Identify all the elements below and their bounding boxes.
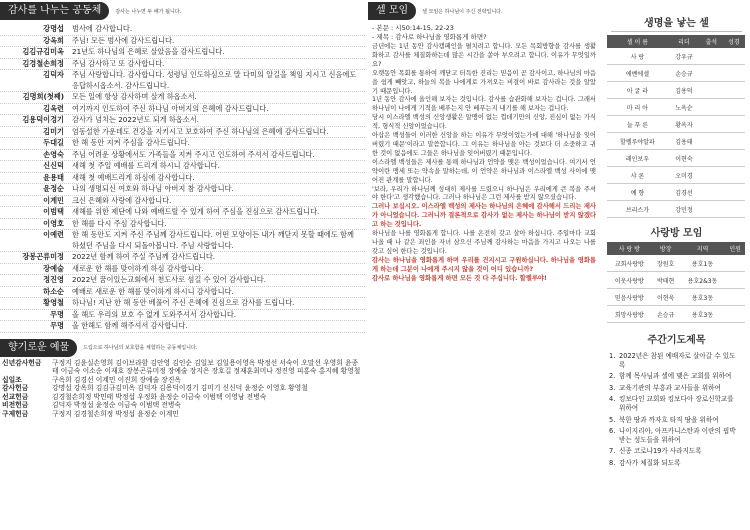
cell-table-cell: [700, 167, 723, 184]
offering-list: [0, 359, 365, 419]
cell-table-cell: 마 리 아: [607, 99, 668, 116]
cell-table-row: [607, 133, 745, 150]
sermon-paragraph: 감사로 하나님을 영화롭게 하면 모든 것 다 주십니다. 할렐루야!: [372, 274, 547, 282]
thanks-text: 여기까지 인도하여 주신 하나님 아버지의 은혜에 감사드립니다.: [72, 103, 269, 113]
prayer-number: 6.: [609, 427, 616, 436]
cell-table-cell: [700, 201, 723, 218]
thanks-row: [0, 161, 365, 173]
cell-table-cell: [700, 99, 723, 116]
cell-table-row: [607, 65, 745, 82]
thanks-text: 한 해 동안도 지켜 주신 주님께 감사드립니다. 어떤 모양이든 내가 깨닫지 못할 때에도 함께 하셨던 주님을 다시 되돌아봅니다. 주님 사랑합니다.: [72, 230, 354, 250]
group-table-title: 사랑방 모임: [650, 228, 703, 239]
thanks-row: [0, 115, 365, 127]
group-table-header-cell: 방장: [652, 242, 680, 255]
group-table-cell: 용호3동: [680, 306, 726, 323]
prayer-number: 8.: [609, 458, 616, 467]
thanks-text: 크신 은혜와 사랑에 감사합니다.: [72, 195, 172, 205]
cell-table-cell: [722, 201, 745, 218]
thanks-header: [0, 0, 365, 22]
thanks-name: 김덕자: [43, 70, 64, 79]
prayer-number: 2.: [609, 372, 616, 381]
cell-table-cell: 황옥자: [668, 116, 700, 133]
cell-table-row: [607, 201, 745, 218]
left-column: [0, 0, 365, 419]
group-table-header-cell: 사 랑 방: [607, 242, 652, 255]
cell-table-header-cell: 성경: [722, 35, 745, 48]
thanks-text: 주님! 모든 범사에 감사드립니다.: [72, 35, 175, 45]
cell-table-row: [607, 99, 745, 116]
sermon-paragraph: 1년 동안 감사에 올인해 보자는 것입니다. 감사를 습관화해 보자는 겁니다. 그래서 하나님이 나에게 기적을 베푸는지 안 베푸는지 내기를 해 보자는 겁니다.: [372, 96, 596, 113]
thanks-text: 올 해도 우리의 보호 수 없게 도와주셔서 감사합니다.: [72, 309, 237, 319]
sermon-paragraph: '보라, 우리가 하나님께 성대히 제사를 드렸으니 하나님은 우리에게 큰 복을 주셔야 한다'고 생각했습니다. 그러나 하나님은 그런 제사를 받지 않으셨습니다.: [372, 185, 596, 202]
group-table-cell: [725, 255, 745, 272]
thanks-name: 윤용태: [43, 172, 64, 182]
cell-table-cell: [700, 82, 723, 99]
prayer-item: [609, 416, 741, 425]
group-table-row: [607, 255, 745, 272]
group-table-cell: 장원호: [652, 255, 680, 272]
thanks-text: 주님 사랑합니다. 감사합니다. 성령님 인도하심으로 말 다미의 알길을 책임 지시고 신음에도 응답하시옵소서. 감사드립니다.: [72, 70, 357, 90]
thanks-name: 이범택: [43, 207, 64, 216]
cell-meeting-header: [368, 0, 600, 22]
prayer-number: 7.: [609, 447, 616, 456]
cell-table-cell: 아 굴 라: [607, 82, 668, 99]
thanks-name: 이계민: [43, 195, 64, 205]
group-table-cell: [725, 306, 745, 323]
thanks-row: [0, 321, 365, 333]
thanks-name: 신신덕: [43, 161, 64, 170]
thanks-text: 새해를 위한 제단에 나와 예배드릴 수 있게 하여 주심을 진심으로 감사드립니다.: [72, 207, 320, 216]
thanks-row: [0, 92, 365, 104]
thanks-title: 감사를 나누는 공동체: [0, 2, 109, 20]
sermon-paragraph: 그러나 보십시오. 이스라엘 백성의 제사는 하나님의 은혜에 감사해서 드리는 제사가 아니었습니다. 그러니까 결론적으로 감사가 없는 제사는 하나님이 받지 않겠다고 하는 것입니다.: [372, 203, 596, 229]
cell-table-cell: [700, 116, 723, 133]
right-column: [603, 0, 750, 471]
cell-table-row: [607, 48, 745, 65]
group-table-cell: 교회사랑방: [607, 255, 652, 272]
thanks-name: 김김규김미옥: [22, 47, 64, 56]
prayer-item: [609, 427, 741, 444]
offering-names: 김덕자 박정섭 윤정순 이금숙 이범택 전병숙: [52, 401, 181, 410]
group-table-cell: [725, 289, 745, 306]
offering-row: [0, 401, 365, 410]
thanks-text: 한 해 동안 지켜 주심을 감사드립니다.: [72, 138, 190, 147]
prayer-item: [609, 372, 741, 381]
offering-names: 구정지 김윤실손영희 김이브라함 김안영 김인순 김일보 김일용이영옥 박정선 서숙이 오말선 우영희 윤종태 이금숙 이소순 이재호 장봉곤류미정 장예술 장지은 장호길 정재훈최미나 정진영 피홍숙 홍지혜 황영철: [52, 358, 361, 376]
middle-column: [368, 0, 600, 283]
offering-names: 김경철손희정 박민태 박정섭 우정화 윤정순 이금숙 이범택 이영남 전병숙: [52, 392, 267, 401]
thanks-name: 장봉곤류미정: [22, 252, 64, 261]
thanks-name: 김미기: [43, 126, 64, 136]
thanks-row: [0, 207, 365, 219]
offering-label: 선교헌금: [2, 392, 29, 401]
prayer-item: [609, 447, 741, 456]
thanks-row: [0, 275, 365, 287]
prayer-item: [609, 395, 741, 412]
sermon-info: [368, 22, 600, 43]
thanks-name: 손영숙: [43, 149, 64, 159]
group-table-header: [607, 242, 745, 255]
thanks-name: 무명: [50, 309, 64, 319]
cell-table-cell: [722, 150, 745, 167]
sermon-paragraph: 감사는 하나님을 영화롭게 하며 우리를 건지시고 구원하십니다. 하나님을 영화롭게 하는데 그분이 나에게 주시지 않을 것이 어디 있습니까?: [372, 256, 596, 273]
cell-table-cell: 사 랑: [607, 48, 668, 65]
prayer-text: 함께 목사님과 셀에 맺은 교회를 위하여: [619, 372, 732, 381]
prayer-item: [609, 352, 741, 369]
cell-table-cell: 레인보우: [607, 150, 668, 167]
divider: [611, 31, 742, 32]
thanks-name: 강옥희: [43, 35, 64, 45]
sermon-paragraph: 당시 이스라엘 백성의 신앙생활은 알맹이 없는 껍데기만의 신앙, 진심이 없는 가식적, 형식적 신앙이었습니다.: [372, 114, 596, 131]
offering-label: 비전헌금: [2, 401, 29, 410]
thanks-text: 범사에 감사합니다.: [72, 24, 133, 33]
offering-label: 감사헌금: [2, 384, 29, 393]
prayer-text: 킹보다인 교회와 킹보다아 장로신학교를 위하여: [619, 395, 734, 412]
prayer-text: 나이지리아, 아프카니스탄과 이란의 핍박받는 성도들을 위하여: [619, 427, 736, 444]
cell-table-cell: 늘 푸 른: [607, 116, 668, 133]
cell-table-cell: 할렐루야알파: [607, 133, 668, 150]
thanks-text: 엄동설한 가운데도 건강을 지키시고 보호하여 주신 하나님의 은혜에 감사드립니다.: [72, 126, 329, 136]
cell-table-row: [607, 116, 745, 133]
thanks-text: 새해 첫 예배드리게 하심에 감사합니다.: [72, 172, 195, 182]
cell-meeting-subtitle: 셀 모임은 하나님이 주신 전략입니다.: [422, 8, 503, 15]
prayer-text: 교육기관의 부흥과 교사들을 위하여: [619, 383, 721, 392]
cell-meeting-title: 셀 모임: [368, 2, 416, 20]
group-table-cell: 용호3동: [680, 289, 726, 306]
thanks-name: 이영호: [43, 218, 64, 228]
thanks-name: 김옥련: [43, 103, 64, 113]
offering-label: 십일조: [2, 375, 22, 384]
flowers-header: [0, 337, 365, 359]
thanks-row: [0, 36, 365, 48]
cell-table-title: 생명을 낳는 셀: [644, 18, 709, 29]
cell-table-cell: 노옥순: [668, 99, 700, 116]
group-table-body: [607, 255, 745, 323]
cell-table-body: [607, 48, 745, 218]
offering-names: 강명섭 강옥희 김김규김미옥 김덕자 김용덕이경기 김미기 신신덕 윤정순 이영호 황영철: [52, 384, 308, 393]
cell-table-cell: 브리스가: [607, 201, 668, 218]
thanks-subtitle: 감사는 나누면 두 배가 됩니다.: [115, 8, 182, 15]
cell-table-cell: 강민정: [668, 201, 700, 218]
offering-label: 신년감사헌금: [2, 358, 42, 367]
group-table-cell: [725, 272, 745, 289]
cell-table-cell: [722, 184, 745, 201]
thanks-row: [0, 298, 365, 310]
group-table-header-cell: 지역: [680, 242, 726, 255]
cell-table-row: [607, 82, 745, 99]
thanks-text: 올 한해도 함께 해주셔서 감사합니다.: [72, 321, 188, 330]
prayer-item: [609, 459, 741, 468]
prayer-number: 4.: [609, 395, 616, 404]
flowers-subtitle: 드림으로 하나님의 보호함을 체험하는 공동체입니다.: [83, 345, 198, 351]
prayer-text: 2022년은 참된 예배자로 살아갈 수 있도록: [619, 352, 736, 369]
prayer-text: 북한 땅과 까자흐 타직 땅을 위하여: [619, 415, 719, 424]
cell-table-cell: [700, 65, 723, 82]
thanks-row: [0, 47, 365, 59]
offering-names: 구정지 김경철손희정 박정섭 윤정순 이계민: [52, 410, 179, 419]
cell-table-cell: 김경선: [668, 184, 700, 201]
sermon-paragraph: 금년에는 1년 동안 감사캠페인을 펼치려고 합니다. 모든 목회방향을 감사를 생활화하고 감사를 체질화하는데 많은 시간을 쏟아 부으려고 합니다. 이유가 무엇일까요?: [372, 43, 596, 68]
group-table-cell: 믿음사랑방: [607, 289, 652, 306]
prayer-number: 5.: [609, 415, 616, 424]
cell-table-cell: 에벤에셀: [607, 65, 668, 82]
cell-table-cell: [722, 65, 745, 82]
thanks-name: 두대길: [43, 138, 64, 147]
cell-table-cell: 샤 론: [607, 167, 668, 184]
thanks-name: 강명섭: [43, 24, 64, 33]
thanks-text: 나의 생명되신 여호와 하나님 아버지 참 감사합니다.: [72, 184, 234, 193]
thanks-text: 새해 첫 주일 예배를 드리게 하시니 감사합니다.: [72, 161, 220, 170]
cell-table-cell: [722, 82, 745, 99]
prayer-number: 1.: [609, 352, 616, 360]
thanks-name: 김용덕이경기: [22, 115, 64, 124]
thanks-name: 이예련: [43, 230, 64, 239]
thanks-name: 김경철손희정: [22, 58, 64, 68]
cell-table-cell: [722, 116, 745, 133]
offering-row: [0, 376, 365, 385]
group-table: [607, 242, 745, 323]
cell-table-cell: 강우규: [668, 48, 700, 65]
sermon-bullet: - 본문 : 시50:14-15, 22-23: [372, 24, 454, 32]
sermon-body: [368, 43, 600, 283]
group-table-row: [607, 272, 745, 289]
sermon-paragraph: 이스라엘 백성들은 제사를 통해 하나님과 언약을 맺은 백성이었습니다. 여기서 언약이란 맹세 또는 약속을 말하는데, 이 언약은 하나님과 이스라엘 백성 사이에 맺어진 관계를 말합니다.: [372, 158, 596, 184]
thanks-row: [0, 59, 365, 71]
thanks-row: [0, 184, 365, 196]
group-table-header-cell: 인원: [725, 242, 745, 255]
group-table-cell: 박태현: [652, 272, 680, 289]
sermon-paragraph: 아삽은 백성들이 이러한 신앙을 하는 이유가 무엇이었는가에 대해 '하나님을 잊어버렸기 때문'이라고 말씀합니다. 그 이유는 하나님을 아는 것보다 더 소중하고 귀한 것이 없음에도 그들은 하나님을 잊어버렸기 때문입니다.: [372, 132, 596, 157]
group-table-cell: 용호2&3동: [680, 272, 726, 289]
group-table-row: [607, 306, 745, 323]
offering-label: 구제헌금: [2, 410, 29, 419]
cell-table-row: [607, 150, 745, 167]
prayer-title: 주간기도제목: [647, 335, 706, 346]
thanks-row: [0, 70, 365, 92]
offering-row: [0, 359, 365, 376]
cell-table-cell: [700, 184, 723, 201]
cell-table-row: [607, 167, 745, 184]
thanks-name: 장예술: [43, 263, 64, 273]
prayer-list: [609, 352, 741, 468]
cell-table-cell: [722, 133, 745, 150]
thanks-row: [0, 196, 365, 208]
thanks-row: [0, 219, 365, 231]
thanks-text: 감사가 넘치는 2022년도 되게 하옵소서.: [72, 115, 199, 124]
cell-table-cell: 손승규: [668, 65, 700, 82]
thanks-row: [0, 310, 365, 322]
thanks-row: [0, 287, 365, 299]
sermon-paragraph: 하나님을 나를 영화롭게 합니다. 나를 온전히 갖고 살아 하십니다. 주일마다 교회 나올 때 나 같은 죄인을 자녀 삼으신 주님께 감사하는 마음을 가지고 나오는 나를 갖고 싶어 한다는 것입니다.: [372, 230, 596, 255]
prayer-text: 신종 코로나19가 사라지도록: [619, 447, 702, 456]
cell-table-header: [607, 35, 745, 48]
cell-table-cell: 김용태: [668, 133, 700, 150]
cell-table-row: [607, 184, 745, 201]
offering-names: 구옥희 김경선 이계민 이진희 장예술 장진옥: [52, 375, 181, 384]
cell-table-header-cell: 출석: [700, 35, 723, 48]
group-table-cell: 이현욱: [652, 289, 680, 306]
offering-row: [0, 384, 365, 393]
cell-table-cell: [722, 167, 745, 184]
cell-table-cell: [722, 48, 745, 65]
thanks-row: [0, 127, 365, 139]
group-table-cell: 이웃사랑방: [607, 272, 652, 289]
thanks-name: 황영철: [43, 298, 64, 307]
cell-table-cell: 예 향: [607, 184, 668, 201]
sermon-bullet: - 제목 : 감사로 하나님을 영화롭게 하면?: [372, 32, 487, 41]
thanks-text: 한 해를 다시 주심 감사합니다.: [72, 218, 167, 228]
thanks-row: [0, 24, 365, 36]
thanks-row: [0, 264, 365, 276]
cell-table-cell: 이현숙: [668, 150, 700, 167]
thanks-text: 예배로 새로운 한 해를 맞이하게 하시니 감사합니다.: [72, 286, 234, 296]
thanks-row: [0, 150, 365, 162]
cell-table-cell: [722, 99, 745, 116]
flowers-title: 향기로운 예물: [0, 339, 77, 357]
thanks-text: 21년도 하나님의 은혜로 살았음을 감사드립니다.: [72, 47, 225, 56]
cell-table-header-cell: 셀 이 름: [607, 35, 668, 48]
cell-table: [607, 35, 745, 218]
thanks-text: 새로운 한 해를 맞이하게 하심 감사합니다.: [72, 263, 204, 273]
cell-table-cell: 김용덕: [668, 82, 700, 99]
thanks-row: [0, 252, 365, 264]
cell-table-header-cell: 리더: [668, 35, 700, 48]
prayer-number: 3.: [609, 383, 616, 392]
thanks-text: 2022년 꿈이있는교회에서 천도사로 섬길 수 있어 감사합니다.: [72, 275, 266, 284]
thanks-text: 2022년 함께 하여 주실 주님께 감사드립니다.: [72, 252, 216, 261]
thanks-row: [0, 173, 365, 185]
thanks-name: 윤정순: [43, 184, 64, 193]
thanks-text: 하나님! 지난 한 해 동안 베풀어 주신 은혜에 진심으로 감사를 드립니다.: [72, 298, 295, 307]
thanks-name: 김명희(첫째): [22, 92, 64, 101]
thanks-name: 무명: [50, 321, 64, 330]
cell-table-cell: [700, 48, 723, 65]
cell-table-cell: [700, 133, 723, 150]
thanks-text: 모든 일에 항상 감사하며 살게 하옵소서.: [72, 92, 197, 101]
thanks-row: [0, 104, 365, 116]
thanks-name: 하소순: [43, 286, 64, 296]
prayer-text: 감사가 체질화 되도록: [619, 458, 681, 467]
thanks-text: 주님 감사하고 또 감사합니다.: [72, 58, 165, 68]
group-table-cell: 손승규: [652, 306, 680, 323]
group-table-cell: 희망사랑방: [607, 306, 652, 323]
thanks-row: [0, 138, 365, 150]
group-table-cell: 용호1동: [680, 255, 726, 272]
thanks-list: [0, 24, 365, 333]
thanks-name: 정진영: [43, 275, 64, 284]
offering-row: [0, 410, 365, 419]
cell-table-cell: [700, 150, 723, 167]
cell-table-cell: 오미경: [668, 167, 700, 184]
thanks-row: [0, 230, 365, 252]
sermon-paragraph: 오랫동안 목회를 통하여 깨닫고 터득한 진리는 믿음이 곧 감사이고, 하나님의 마음을 쉽게 빼앗고, 하늘의 복을 나에게로 가져오는 비결이 바로 감사라는 것을 알았기 때문입니다.: [372, 69, 596, 95]
thanks-text: 주님 어려운 상황에서도 가족들을 지켜 주시고 인도하여 주셔서 감사드립니다.: [72, 149, 315, 159]
prayer-item: [609, 384, 741, 393]
group-table-row: [607, 289, 745, 306]
